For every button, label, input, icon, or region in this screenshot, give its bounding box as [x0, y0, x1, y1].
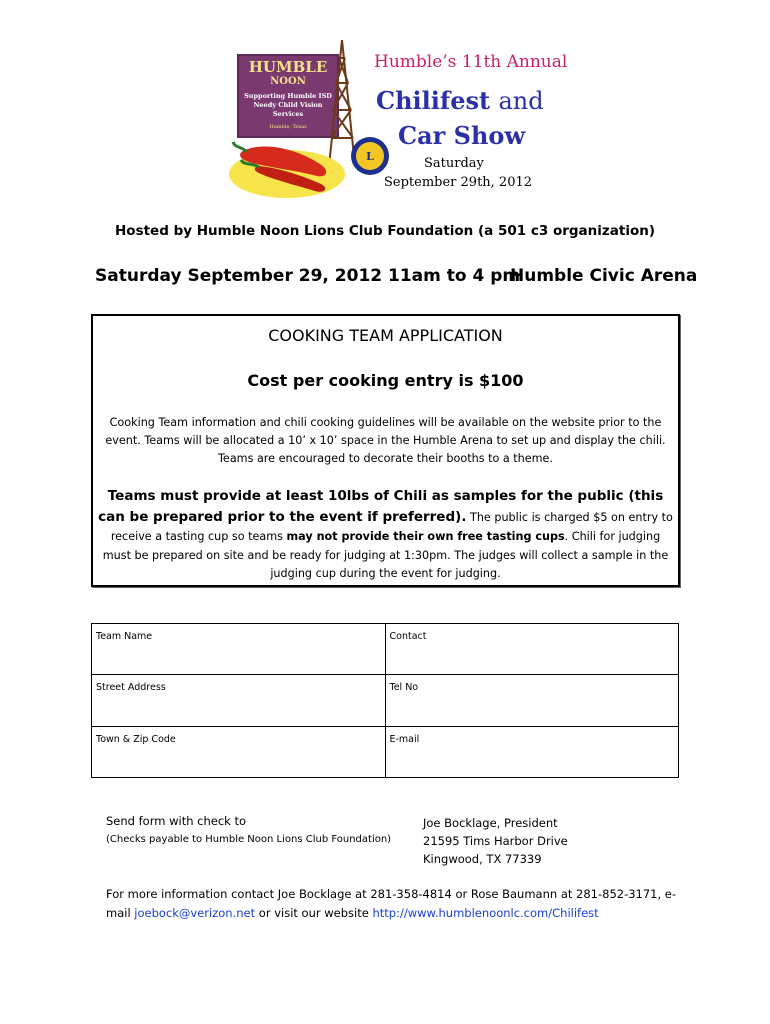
rules-emphasis: may not provide their own free tasting cups — [286, 530, 565, 543]
chilifest-word: Chilifest — [376, 86, 491, 115]
street-address-label: Street Address — [96, 682, 166, 694]
header-day: Saturday — [424, 156, 484, 171]
application-title: COOKING TEAM APPLICATION — [268, 326, 503, 345]
logo-line2: Needy Child Vision Services — [253, 101, 323, 118]
logo-city: Humble, Texas — [269, 124, 307, 130]
check-payable-note: (Checks payable to Humble Noon Lions Club Foundation) — [106, 834, 392, 845]
address-name: Joe Bocklage, President — [423, 816, 558, 830]
town-zip-label: Town & Zip Code — [96, 733, 176, 745]
car-show-heading: Car Show — [398, 121, 526, 150]
more-info-paragraph — [106, 885, 686, 923]
rules-paragraph — [97, 486, 674, 584]
tel-no-field[interactable] — [385, 675, 679, 726]
mailing-address — [423, 814, 568, 868]
team-info-paragraph: Cooking Team information and chili cooking guidelines will be available on the website prior to the event. Teams will be allocated a 10’ x 10’ space in the Humble Arena to set up and display the chili. Teams are encouraged to decorate their booths to a theme. — [105, 416, 666, 465]
logo-title: HUMBLE — [248, 58, 328, 76]
entry-cost: Cost per cooking entry is $100 — [247, 371, 524, 390]
chili-pepper-icon — [225, 138, 345, 200]
table-row — [92, 726, 679, 777]
and-word: and — [498, 87, 544, 115]
address-street: 21595 Tims Harbor Drive — [423, 834, 568, 848]
team-form-table — [91, 623, 679, 778]
team-name-field[interactable] — [92, 624, 386, 675]
tel-no-label: Tel No — [389, 682, 419, 694]
more-info-text: For more information contact Joe Bocklage at 281-358-4814 or Rose Baumann at 281-852-3171, e-mail — [106, 887, 677, 920]
table-row — [92, 675, 679, 726]
event-date-time: Saturday September 29, 2012 11am to 4 pm — [95, 266, 521, 286]
email-field[interactable] — [385, 726, 679, 777]
more-info-middle: or visit our website — [255, 906, 373, 920]
logo-subtitle: NOON — [270, 76, 306, 87]
hosted-by-text: Hosted by Humble Noon Lions Club Foundation (a 501 c3 organization) — [115, 223, 655, 239]
logo-line1: Supporting Humble ISD — [244, 92, 332, 100]
street-address-field[interactable] — [92, 675, 386, 726]
address-city: Kingwood, TX 77339 — [423, 852, 542, 866]
application-box — [91, 314, 680, 587]
svg-text:L: L — [366, 150, 374, 163]
chilifest-heading — [376, 86, 544, 115]
contact-label: Contact — [389, 631, 427, 642]
table-row — [92, 624, 679, 675]
contact-field[interactable] — [385, 624, 679, 675]
header-date: September 29th, 2012 — [384, 175, 533, 190]
team-name-label: Team Name — [96, 631, 153, 642]
rules-text-1: The public is charged $5 on entry to receive a tasting cup so teams — [110, 511, 673, 543]
annual-heading: Humble’s 11th Annual — [374, 52, 568, 72]
email-label: E-mail — [389, 733, 420, 745]
lions-club-emblem-icon — [350, 136, 390, 176]
logo-tagline — [241, 92, 335, 119]
rules-bold-text: Teams must provide at least 10lbs of Chili as samples for the public (this can be prepared prior to the event if preferred). — [98, 488, 664, 525]
send-instruction: Send form with check to — [106, 814, 247, 828]
website-link[interactable]: http://www.humblenoonlc.com/Chilifest — [372, 906, 599, 920]
humble-noon-badge — [237, 54, 339, 138]
rules-text-2: . Chili for judging must be prepared on site and be ready for judging at 1:30pm. The judges will collect a sample in the judging cup during the event for judging. — [102, 530, 669, 580]
contact-email-link[interactable]: joebock@verizon.net — [134, 906, 256, 920]
town-zip-field[interactable] — [92, 726, 386, 777]
event-venue: Humble Civic Arena — [510, 266, 698, 286]
